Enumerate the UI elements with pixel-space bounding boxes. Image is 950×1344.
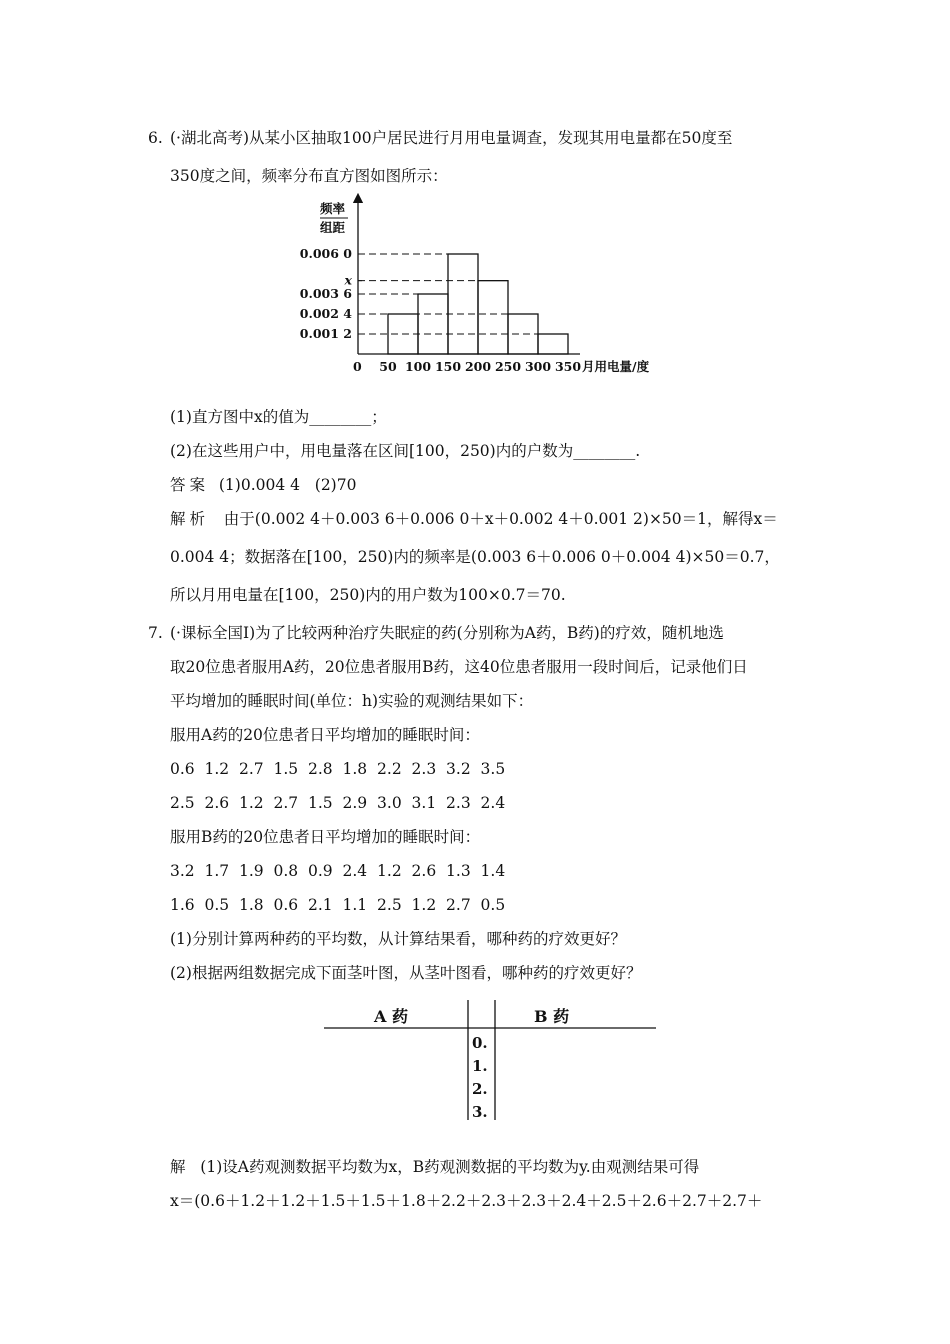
y-axis-title-top: 频率 xyxy=(320,201,346,216)
question-6-line-2: 350度之间，频率分布直方图如图所示： xyxy=(170,167,448,185)
answer-text: (1)0.004 4 (2)70 xyxy=(218,476,357,494)
y-tick-label-4: 0.001 2 xyxy=(299,326,352,341)
y-tick-label-1: x xyxy=(344,272,352,288)
question-6-answer xyxy=(170,475,356,495)
question-6-number: 6. xyxy=(148,129,163,147)
stem-table-right-header: B 药 xyxy=(534,1007,570,1026)
analysis-text-1: 由于(0.002 4＋0.003 6＋0.006 0＋x＋0.002 4＋0.001 2)×50＝1，解得x＝ xyxy=(223,510,778,528)
question-7-line-1: (·课标全国Ⅰ)为了比较两种治疗失眠症的药(分别称为A药，B药)的疗效，随机地选 xyxy=(170,624,724,642)
solution-text-1: (1)设A药观测数据平均数为x，B药观测数据的平均数为y.由观测结果可得 xyxy=(200,1158,700,1176)
y-axis-title-bottom: 组距 xyxy=(320,220,346,235)
x-tick-label-100: 100 xyxy=(404,359,432,374)
drug-b-data-row-2: 1.6 0.5 1.8 0.6 2.1 1.1 2.5 1.2 2.7 0.5 xyxy=(170,896,506,914)
stem-1: 1. xyxy=(472,1057,488,1075)
question-6-line-1: (·湖北高考)从某小区抽取100户居民进行月用电量调查，发现其用电量都在50度至 xyxy=(170,129,733,147)
question-6-analysis-3: 所以月用电量在[100，250)内的用户数为100×0.7＝70. xyxy=(170,586,566,604)
stem-3: 3. xyxy=(472,1103,488,1121)
stem-0: 0. xyxy=(472,1034,488,1052)
solution-label: 解 xyxy=(170,1158,186,1176)
drug-a-intro: 服用A药的20位患者日平均增加的睡眠时间： xyxy=(170,726,480,744)
answer-label: 答案 xyxy=(170,476,210,494)
x-tick-label-50: 50 xyxy=(379,359,397,374)
histogram-bar-200-250 xyxy=(478,281,508,354)
solution-line-2: x＝(0.6＋1.2＋1.2＋1.5＋1.5＋1.8＋2.2＋2.3＋2.3＋2.4＋2.5＋2.6＋2.7＋2.7＋ xyxy=(170,1192,763,1210)
stem-leaf-table xyxy=(322,996,658,1124)
x-tick-label-150: 150 xyxy=(434,359,462,374)
question-7-line-3: 平均增加的睡眠时间(单位：h)实验的观测结果如下： xyxy=(170,692,534,710)
frequency-histogram xyxy=(290,190,710,385)
question-7-part-1: (1)分别计算两种药的平均数，从计算结果看，哪种药的疗效更好？ xyxy=(170,930,626,948)
stem-2: 2. xyxy=(472,1080,488,1098)
question-6-analysis-2: 0.004 4；数据落在[100，250)内的频率是(0.003 6＋0.006 0＋0.004 4)×50＝0.7， xyxy=(170,548,780,566)
y-tick-label-2: 0.003 6 xyxy=(299,286,352,301)
drug-b-intro: 服用B药的20位患者日平均增加的睡眠时间： xyxy=(170,828,481,846)
question-6-analysis-1 xyxy=(170,509,778,529)
analysis-label: 解析 xyxy=(170,510,210,528)
y-tick-label-0: 0.006 0 xyxy=(299,246,352,261)
x-tick-label-300: 300 xyxy=(524,359,552,374)
question-7-number: 7. xyxy=(148,624,163,642)
stem-table-left-header: A 药 xyxy=(374,1007,408,1026)
drug-a-data-row-1: 0.6 1.2 2.7 1.5 2.8 1.8 2.2 2.3 3.2 3.5 xyxy=(170,760,506,778)
x-tick-label-250: 250 xyxy=(494,359,522,374)
x-tick-label-200: 200 xyxy=(464,359,492,374)
y-tick-label-3: 0.002 4 xyxy=(299,306,352,321)
question-7-line-2: 取20位患者服用A药，20位患者服用B药，这40位患者服用一段时间后，记录他们日 xyxy=(170,658,748,676)
histogram-bar-100-150 xyxy=(418,294,448,354)
question-6-part-1: (1)直方图中x的值为________； xyxy=(170,408,387,426)
origin-label: 0 xyxy=(353,359,362,374)
question-7-part-2: (2)根据两组数据完成下面茎叶图，从茎叶图看，哪种药的疗效更好？ xyxy=(170,964,642,982)
drug-a-data-row-2: 2.5 2.6 1.2 2.7 1.5 2.9 3.0 3.1 2.3 2.4 xyxy=(170,794,506,812)
drug-b-data-row-1: 3.2 1.7 1.9 0.8 0.9 2.4 1.2 2.6 1.3 1.4 xyxy=(170,862,506,880)
solution-line-1 xyxy=(170,1157,699,1177)
question-6-part-2: (2)在这些用户中，用电量落在区间[100，250)内的户数为________. xyxy=(170,442,641,460)
x-axis-title: 月用电量/度 xyxy=(582,359,650,374)
x-tick-label-350: 350 xyxy=(554,359,582,374)
histogram-bar-300-350 xyxy=(538,334,568,354)
histogram-bar-150-200 xyxy=(448,254,478,354)
